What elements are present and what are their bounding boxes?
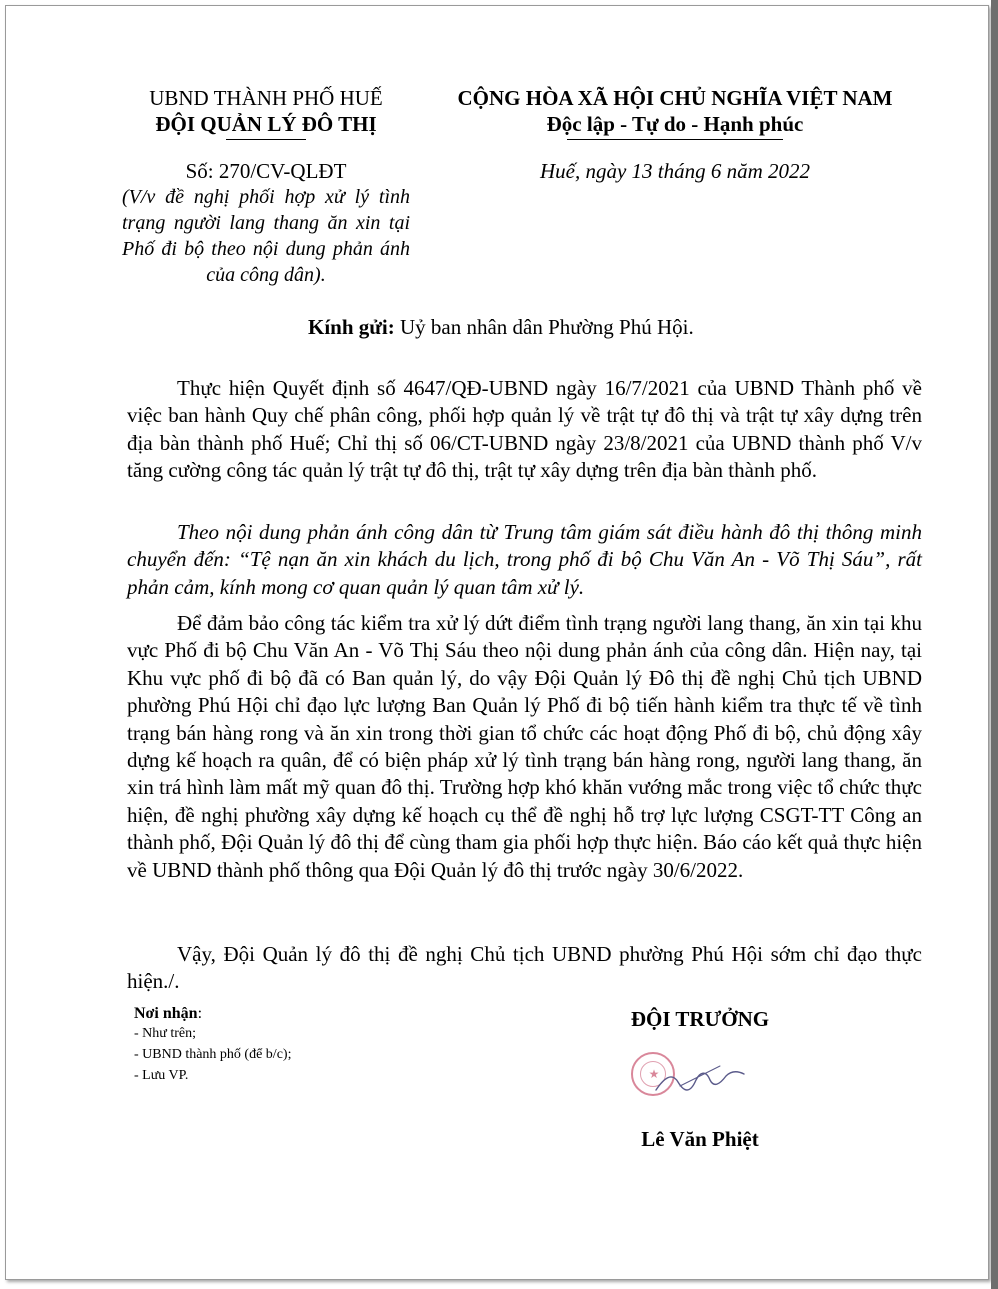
handwritten-signature-icon — [650, 1060, 760, 1100]
recipients-title-text: Nơi nhận — [134, 1005, 198, 1022]
signer-title-text: ĐỘI TRƯỞNG — [630, 1007, 770, 1031]
national-title — [430, 85, 920, 111]
signer-name-text: Lê Văn Phiệt — [641, 1127, 759, 1151]
window-edge — [991, 0, 998, 1289]
issuer-name — [122, 111, 410, 137]
body-paragraph-2: Theo nội dung phản ánh công dân từ Trung tâm giám sát điều hành đô thị thông minh chuyển đến: “Tệ nạn ăn xin khách du lịch, trong phố đi bộ Chu Văn An - Võ Thị Sáu”, rất phản cảm, kính mong cơ quan quản lý quan tâm xử lý. — [127, 520, 922, 599]
addressee-label: Kính gửi: — [308, 315, 395, 339]
signer-title — [570, 1006, 830, 1032]
issuer-underline — [226, 139, 306, 140]
national-title-text: CỘNG HÒA XÃ HỘI CHỦ NGHĨA VIỆT NAM — [457, 86, 893, 110]
body-paragraph-4: Vậy, Đội Quản lý đô thị đề nghị Chủ tịch UBND phường Phú Hội sớm chỉ đạo thực hiện./. — [127, 942, 922, 994]
document-date-text: Huế, ngày 13 tháng 6 năm 2022 — [539, 159, 811, 183]
motto-underline — [567, 139, 783, 140]
recipients-block — [134, 1005, 291, 1086]
national-motto-text: Độc lập - Tự do - Hạnh phúc — [546, 112, 804, 136]
document-number-text: Số: 270/CV-QLĐT — [185, 159, 347, 183]
issuer-parent — [122, 85, 410, 111]
recipients-title — [134, 1005, 291, 1023]
recipient-item: - Như trên; — [134, 1026, 197, 1041]
document-number — [122, 158, 410, 184]
recipient-item: - UBND thành phố (để b/c); — [134, 1047, 292, 1062]
issuer-parent-text: UBND THÀNH PHỐ HUẾ — [149, 86, 383, 110]
body-paragraph-1: Thực hiện Quyết định số 4647/QĐ-UBND ngày 16/7/2021 của UBND Thành phố về việc ban hành Quy chế phân công, phối hợp quản lý về trật tự đô thị và trật tự xây dựng trên địa bàn thành phố Huế; Chỉ thị số 06/CT-UBND ngày 23/8/2021 của UBND thành phố V/v tăng cường công tác quản lý trật tự đô thị, trật tự xây dựng trên địa bàn thành phố. — [127, 376, 922, 483]
recipients-colon: : — [197, 1005, 203, 1022]
recipient-item: - Lưu VP. — [134, 1068, 189, 1083]
addressee — [308, 314, 694, 340]
seal-star-icon: ★ — [648, 1067, 660, 1081]
addressee-name: Uỷ ban nhân dân Phường Phú Hội. — [399, 315, 694, 339]
document-date — [430, 158, 920, 184]
national-motto — [430, 111, 920, 137]
signer-name — [570, 1126, 830, 1152]
document-subject: (V/v đề nghị phối hợp xử lý tình trạng người lang thang ăn xin tại Phố đi bộ theo nội dung phản ánh của công dân). — [122, 186, 410, 286]
issuer-name-text: ĐỘI QUẢN LÝ ĐÔ THỊ — [155, 112, 377, 136]
body-paragraph-3: Để đảm bảo công tác kiểm tra xử lý dứt điểm tình trạng người lang thang, ăn xin tại khu vực Phố đi bộ Chu Văn An - Võ Thị Sáu theo nội dung phản ánh của công dân. Hiện nay, tại Khu vực phố đi bộ đã có Ban quản lý, do vậy Đội Quản lý Đô thị đề nghị Chủ tịch UBND phường Phú Hội chỉ đạo lực lượng Ban Quản lý Phố đi bộ tiến hành kiểm tra thực tế về tình trạng bán hàng rong và ăn xin trong thời gian tổ chức các hoạt động Phố đi bộ, chủ động xây dựng kế hoạch ra quân, để có biện pháp xử lý tình trạng bán hàng rong, người lang thang, ăn xin trá hình làm mất mỹ quan đô thị. Trường hợp khó khăn vướng mắc trong việc tổ chức thực hiện, đề nghị phường xây dựng kế hoạch cụ thể đề nghị hỗ trợ lực lượng CSGT-TT Công an thành phố, Đội Quản lý đô thị để cùng tham gia phối hợp thực hiện. Báo cáo kết quả thực hiện về UBND thành phố thông qua Đội Quản lý đô thị trước ngày 30/6/2022. — [127, 611, 922, 882]
